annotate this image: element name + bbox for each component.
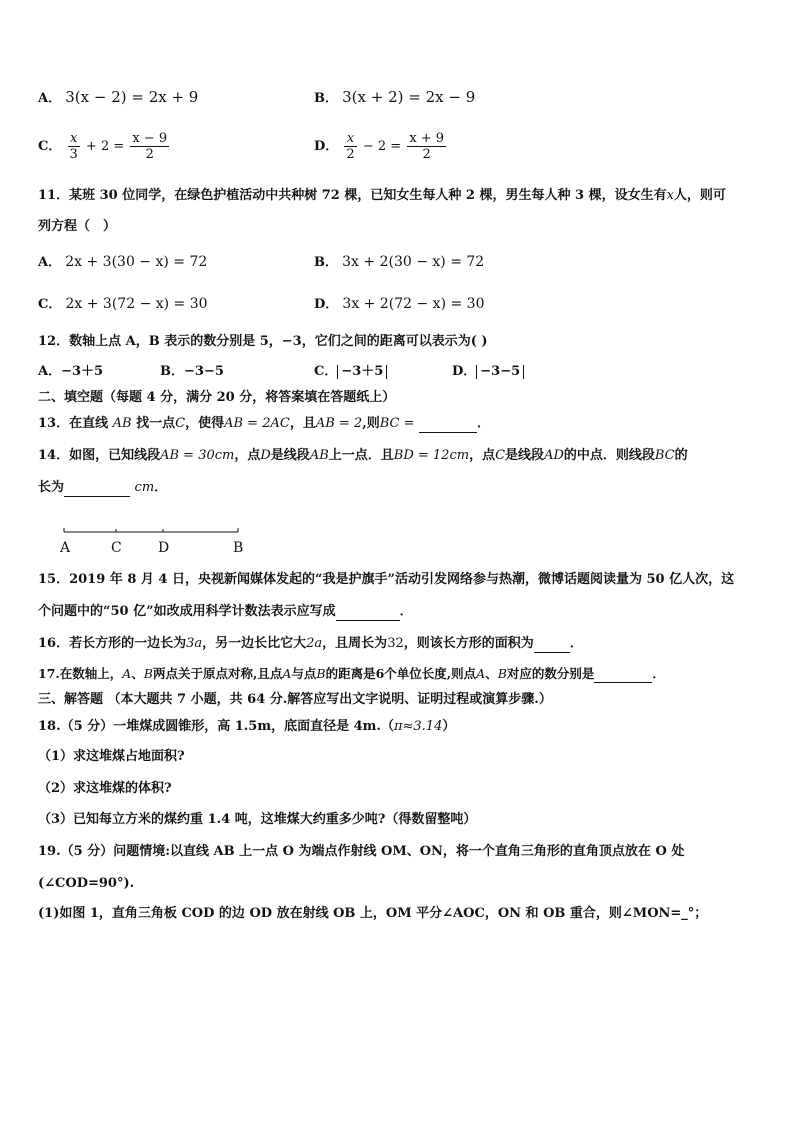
point-label-c: C	[111, 540, 122, 556]
equation: 3(x − 2) = 2x + 9	[65, 88, 199, 106]
option-key: C．	[314, 364, 338, 379]
fraction: $\frac{x - 9}{2}$	[132, 131, 168, 162]
q10-option-d[interactable]	[314, 131, 448, 162]
q18-stem: 18.（5 分）一堆煤成圆锥形，高 1.5m，底面直径是 4m.（π≈3.14）	[38, 719, 456, 734]
option-key: B．	[160, 364, 184, 379]
option-key: A．	[38, 364, 62, 379]
option-key: B．	[314, 255, 338, 270]
q15-stem-line1: 15．2019 年 8 月 4 日，央视新闻媒体发起的“我是护旗手”活动引发网络参与热潮，微博话题阅读量为 50 亿人次，这	[38, 572, 735, 587]
segment-line	[52, 523, 262, 537]
option-key: D．	[314, 297, 339, 312]
option-text: −3＋5	[61, 364, 104, 379]
answer-blank[interactable]	[64, 496, 130, 497]
equation: 3(x + 2) = 2x − 9	[342, 88, 476, 106]
q11-option-a[interactable]	[38, 253, 207, 272]
answer-blank[interactable]	[534, 652, 570, 653]
section-heading-solutions: 三、解答题 （本大题共 7 小题，共 64 分.解答应写出文字说明、证明过程或演算步骤.）	[38, 692, 552, 707]
point-label-a: A	[60, 540, 71, 556]
q11-option-c[interactable]	[38, 295, 208, 314]
option-key: B．	[314, 91, 338, 106]
option-key: A．	[38, 255, 62, 270]
equation: 3x + 2(72 − x) = 30	[342, 296, 485, 312]
q19-stem-line1: 19.（5 分）问题情境:以直线 AB 上一点 O 为端点作射线 OM、ON，将一个直角三角形的直角顶点放在 O 处	[38, 844, 685, 859]
q12-option-c[interactable]	[314, 363, 387, 381]
q12-option-a[interactable]	[38, 363, 103, 381]
q19-part-1: (1)如图 1，直角三角板 COD 的边 OD 放在射线 OB 上，OM 平分∠AOC，ON 和 OB 重合，则∠MON=_°；	[38, 906, 708, 921]
option-key: D．	[314, 139, 339, 154]
answer-blank[interactable]	[336, 620, 400, 621]
q19-stem-line2: (∠COD=90°).	[38, 876, 135, 891]
point-label-d: D	[158, 540, 170, 556]
equation: 2x + 3(72 − x) = 30	[65, 296, 208, 312]
q11-option-d[interactable]	[314, 295, 484, 314]
q10-option-c[interactable]	[38, 131, 171, 162]
q16-stem: 16．若长方形的一边长为3a，另一边长比它大2a，且周长为32，则该长方形的面积为 ．	[38, 636, 583, 651]
option-key: C．	[38, 297, 62, 312]
fraction: $\frac{x}{2}$	[346, 131, 355, 162]
option-key: C．	[38, 139, 62, 154]
option-text: −3＋5	[337, 365, 387, 379]
q11-stem-line2: 列方程（ ）	[38, 219, 117, 234]
q14-segment-figure	[52, 523, 262, 559]
section-heading-fill-in: 二、填空题（每题 4 分，满分 20 分，将答案填在答题纸上）	[38, 390, 396, 405]
equation: 3x + 2(30 − x) = 72	[342, 254, 485, 270]
q14-stem-line1: 14．如图，已知线段AB = 30cm，点D是线段AB上一点．且BD = 12cm，点C是线段AD的中点．则线段BC的	[38, 448, 688, 463]
q14-stem-line2: 长为 cm．	[38, 480, 168, 495]
q10-option-b[interactable]	[314, 88, 475, 108]
answer-blank[interactable]	[594, 682, 652, 683]
point-label-b: B	[233, 540, 244, 556]
q18-part-1: （1）求这堆煤占地面积?	[38, 749, 185, 764]
fraction: $\frac{x + 9}{2}$	[409, 131, 445, 162]
q17-stem: 17.在数轴上，A、B两点关于原点对称,且点A与点B的距离是6个单位长度,则点A、B对应的数分别是 ．	[38, 666, 665, 681]
q15-stem-line2: 个问题中的“50 亿”如改成用科学计数法表示应写成 ．	[38, 604, 413, 619]
equation-mid: − 2 =	[362, 139, 402, 154]
answer-blank[interactable]	[419, 432, 477, 433]
q18-part-2: （2）求这堆煤的体积?	[38, 781, 172, 796]
equation: 2x + 3(30 − x) = 72	[65, 254, 208, 270]
q18-part-3: （3）已知每立方米的煤约重 1.4 吨，这堆煤大约重多少吨?（得数留整吨）	[38, 812, 477, 827]
q11-option-b[interactable]	[314, 253, 484, 272]
q12-option-b[interactable]	[160, 363, 224, 381]
q12-option-d[interactable]	[452, 363, 524, 381]
q11-stem-line1: 11．某班 30 位同学，在绿色护植活动中共种树 72 棵，已知女生每人种 2 棵，男生每人种 3 棵，设女生有x人，则可	[38, 188, 726, 203]
q10-option-a[interactable]	[38, 88, 198, 108]
option-text: −3−5	[476, 365, 524, 379]
q13-stem: 13．在直线 AB 找一点C，使得AB = 2AC，且AB = 2,则BC = ．	[38, 416, 491, 431]
option-key: A．	[38, 91, 62, 106]
option-key: D．	[452, 364, 477, 379]
fraction: $\frac{x}{3}$	[69, 131, 78, 162]
equation-mid: + 2 =	[85, 139, 125, 154]
q12-stem: 12．数轴上点 A，B 表示的数分别是 5，−3，它们之间的距离可以表示为( )	[38, 334, 488, 349]
option-text: −3−5	[184, 364, 224, 379]
